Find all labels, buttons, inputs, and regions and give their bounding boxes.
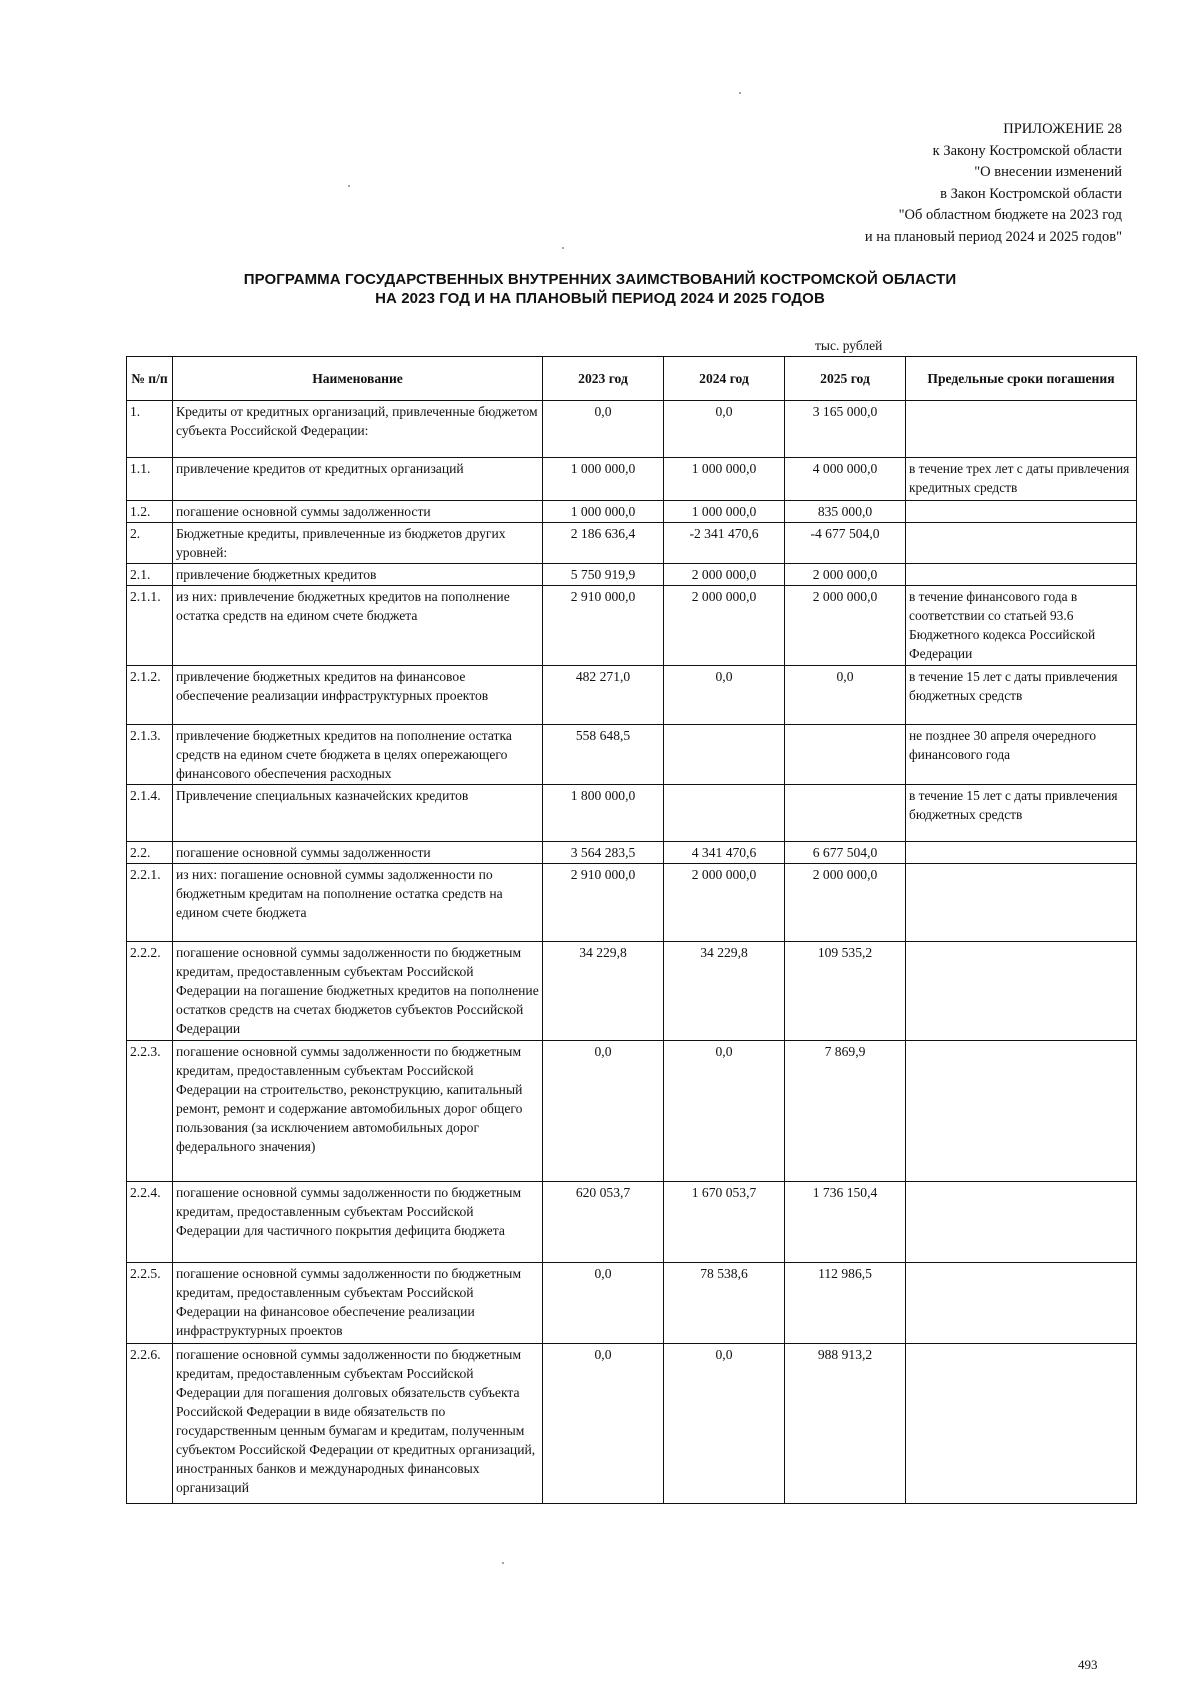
- table-row: [127, 1182, 1137, 1263]
- row-code: 2.2.5.: [127, 1263, 173, 1344]
- row-2025: 109 535,2: [785, 942, 906, 1041]
- row-2023: 1 800 000,0: [543, 785, 664, 842]
- row-term: [906, 1182, 1137, 1263]
- table-row: [127, 501, 1137, 523]
- row-2023: 558 648,5: [543, 725, 664, 785]
- row-code: 2.1.: [127, 564, 173, 586]
- row-term: [906, 842, 1137, 864]
- row-name: погашение основной суммы задолженности по бюджетным кредитам, предоставленным субъектам Российской Федерации на строительство, реконструкцию, капитальный ремонт, ремонт и содержание автомобильных дорог общего пользования (за исключением автомобильных дорог федерального значения): [173, 1041, 543, 1182]
- units-label: тыс. рублей: [815, 338, 883, 353]
- header-2023: 2023 год: [543, 357, 664, 401]
- row-name: Кредиты от кредитных организаций, привлеченные бюджетом субъекта Российской Федерации:: [173, 401, 543, 458]
- row-name: привлечение бюджетных кредитов: [173, 564, 543, 586]
- row-code: 2.2.: [127, 842, 173, 864]
- row-2024: 0,0: [664, 666, 785, 725]
- row-2025: 0,0: [785, 666, 906, 725]
- row-code: 2.1.3.: [127, 725, 173, 785]
- annex-line: в Закон Костромской области: [940, 185, 1122, 202]
- row-name: погашение основной суммы задолженности по бюджетным кредитам, предоставленным субъектам Российской Федерации для частичного покрытия дефицита бюджета: [173, 1182, 543, 1263]
- table-row: [127, 523, 1137, 564]
- table-row: [127, 785, 1137, 842]
- table-row: [127, 942, 1137, 1041]
- row-2023: 2 910 000,0: [543, 864, 664, 942]
- row-2023: 2 910 000,0: [543, 586, 664, 666]
- table-row: [127, 401, 1137, 458]
- table-row: [127, 564, 1137, 586]
- row-name: из них: привлечение бюджетных кредитов на пополнение остатка средств на едином счете бюджета: [173, 586, 543, 666]
- row-2023: 1 000 000,0: [543, 501, 664, 523]
- row-code: 2.1.1.: [127, 586, 173, 666]
- header-num: № п/п: [127, 357, 173, 401]
- table-row: [127, 1263, 1137, 1344]
- row-2025: 988 913,2: [785, 1344, 906, 1504]
- row-2024: 78 538,6: [664, 1263, 785, 1344]
- header-2024: 2024 год: [664, 357, 785, 401]
- row-code: 2.1.4.: [127, 785, 173, 842]
- row-term: [906, 1263, 1137, 1344]
- row-term: в течение 15 лет с даты привлечения бюджетных средств: [906, 785, 1137, 842]
- row-2024: 1 000 000,0: [664, 501, 785, 523]
- row-name: Бюджетные кредиты, привлеченные из бюджетов других уровней:: [173, 523, 543, 564]
- row-2024: 0,0: [664, 401, 785, 458]
- row-2024: -2 341 470,6: [664, 523, 785, 564]
- table-row: [127, 1041, 1137, 1182]
- scan-speck: [739, 92, 741, 94]
- row-2024: 0,0: [664, 1344, 785, 1504]
- row-term: [906, 401, 1137, 458]
- row-2024: 34 229,8: [664, 942, 785, 1041]
- header-2025: 2025 год: [785, 357, 906, 401]
- row-name: привлечение бюджетных кредитов на пополнение остатка средств на едином счете бюджета в целях опережающего финансового обеспечения расходных: [173, 725, 543, 785]
- document-title: [0, 270, 1200, 308]
- row-name: погашение основной суммы задолженности: [173, 842, 543, 864]
- row-2025: 7 869,9: [785, 1041, 906, 1182]
- row-2025: 6 677 504,0: [785, 842, 906, 864]
- row-code: 1.1.: [127, 458, 173, 501]
- row-name: погашение основной суммы задолженности: [173, 501, 543, 523]
- row-2023: 0,0: [543, 1344, 664, 1504]
- table-row: [127, 725, 1137, 785]
- table-row: [127, 586, 1137, 666]
- row-term: в течение трех лет с даты привлечения кредитных средств: [906, 458, 1137, 501]
- title-line: НА 2023 ГОД И НА ПЛАНОВЫЙ ПЕРИОД 2024 И 2025 ГОДОВ: [375, 290, 825, 307]
- row-term: [906, 942, 1137, 1041]
- row-2024: 2 000 000,0: [664, 564, 785, 586]
- row-code: 2.1.2.: [127, 666, 173, 725]
- row-2024: 1 670 053,7: [664, 1182, 785, 1263]
- row-2023: 482 271,0: [543, 666, 664, 725]
- table-row: [127, 1344, 1137, 1504]
- row-2023: 3 564 283,5: [543, 842, 664, 864]
- table-row: [127, 842, 1137, 864]
- table-row: [127, 666, 1137, 725]
- row-term: [906, 523, 1137, 564]
- row-name: погашение основной суммы задолженности по бюджетным кредитам, предоставленным субъектам Российской Федерации для погашения долговых обязательств субъекта Российской Федерации в виде обязательств по государственным ценным бумагам и кредитам, полученным субъектом Российской Федерации от кредитных организаций, иностранных банков и международных финансовых организаций: [173, 1344, 543, 1504]
- row-name: Привлечение специальных казначейских кредитов: [173, 785, 543, 842]
- row-2023: 0,0: [543, 401, 664, 458]
- row-2024: 2 000 000,0: [664, 586, 785, 666]
- row-term: [906, 1344, 1137, 1504]
- header-name: Наименование: [173, 357, 543, 401]
- row-2025: 2 000 000,0: [785, 586, 906, 666]
- row-2024: [664, 785, 785, 842]
- annex-line: ПРИЛОЖЕНИЕ 28: [1003, 121, 1122, 137]
- row-code: 2.: [127, 523, 173, 564]
- row-name: погашение основной суммы задолженности по бюджетным кредитам, предоставленным субъектам Российской Федерации на погашение бюджетных кредитов на пополнение остатков средств на счетах бюджетов субъектов Российской Федерации: [173, 942, 543, 1041]
- borrowing-program-table: [126, 356, 1137, 1504]
- row-name: из них: погашение основной суммы задолженности по бюджетным кредитам на пополнение остатка средств на едином счете бюджета: [173, 864, 543, 942]
- row-2025: 2 000 000,0: [785, 864, 906, 942]
- annex-line: к Закону Костромской области: [932, 142, 1122, 159]
- row-term: не позднее 30 апреля очередного финансового года: [906, 725, 1137, 785]
- row-2025: 112 986,5: [785, 1263, 906, 1344]
- header-term: Предельные сроки погашения: [906, 357, 1137, 401]
- table-row: [127, 458, 1137, 501]
- row-name: погашение основной суммы задолженности по бюджетным кредитам, предоставленным субъектам Российской Федерации на финансовое обеспечение реализации инфраструктурных проектов: [173, 1263, 543, 1344]
- row-term: в течение финансового года в соответствии со статьей 93.6 Бюджетного кодекса Российской Федерации: [906, 586, 1137, 666]
- row-2024: [664, 725, 785, 785]
- row-2023: 0,0: [543, 1263, 664, 1344]
- row-2023: 0,0: [543, 1041, 664, 1182]
- row-code: 2.2.3.: [127, 1041, 173, 1182]
- annex-block: [702, 119, 1122, 248]
- row-2024: 1 000 000,0: [664, 458, 785, 501]
- row-code: 2.2.4.: [127, 1182, 173, 1263]
- row-term: [906, 1041, 1137, 1182]
- row-2025: [785, 725, 906, 785]
- row-2025: 835 000,0: [785, 501, 906, 523]
- row-term: [906, 864, 1137, 942]
- row-2023: 5 750 919,9: [543, 564, 664, 586]
- row-term: в течение 15 лет с даты привлечения бюджетных средств: [906, 666, 1137, 725]
- row-2025: 2 000 000,0: [785, 564, 906, 586]
- row-name: привлечение бюджетных кредитов на финансовое обеспечение реализации инфраструктурных проектов: [173, 666, 543, 725]
- row-name: привлечение кредитов от кредитных организаций: [173, 458, 543, 501]
- row-2025: [785, 785, 906, 842]
- row-2023: 620 053,7: [543, 1182, 664, 1263]
- row-code: 2.2.2.: [127, 942, 173, 1041]
- title-line: ПРОГРАММА ГОСУДАРСТВЕННЫХ ВНУТРЕННИХ ЗАИМСТВОВАНИЙ КОСТРОМСКОЙ ОБЛАСТИ: [243, 271, 957, 288]
- row-code: 2.2.1.: [127, 864, 173, 942]
- annex-line: "О внесении изменений: [974, 164, 1122, 180]
- annex-line: "Об областном бюджете на 2023 год: [898, 207, 1122, 223]
- row-2024: 4 341 470,6: [664, 842, 785, 864]
- row-2023: 1 000 000,0: [543, 458, 664, 501]
- row-code: 1.: [127, 401, 173, 458]
- scan-speck: [502, 1562, 504, 1564]
- page-number: 493: [1078, 1657, 1098, 1672]
- table-row: [127, 864, 1137, 942]
- row-2025: 1 736 150,4: [785, 1182, 906, 1263]
- row-2023: 34 229,8: [543, 942, 664, 1041]
- scan-speck: [562, 247, 564, 249]
- row-code: 2.2.6.: [127, 1344, 173, 1504]
- annex-line: и на плановый период 2024 и 2025 годов": [864, 228, 1122, 245]
- row-2024: 0,0: [664, 1041, 785, 1182]
- row-2025: 3 165 000,0: [785, 401, 906, 458]
- table-header-row: [127, 357, 1137, 401]
- row-code: 1.2.: [127, 501, 173, 523]
- row-2024: 2 000 000,0: [664, 864, 785, 942]
- row-2023: 2 186 636,4: [543, 523, 664, 564]
- row-term: [906, 501, 1137, 523]
- row-term: [906, 564, 1137, 586]
- row-2025: 4 000 000,0: [785, 458, 906, 501]
- scan-speck: [348, 185, 350, 187]
- row-2025: -4 677 504,0: [785, 523, 906, 564]
